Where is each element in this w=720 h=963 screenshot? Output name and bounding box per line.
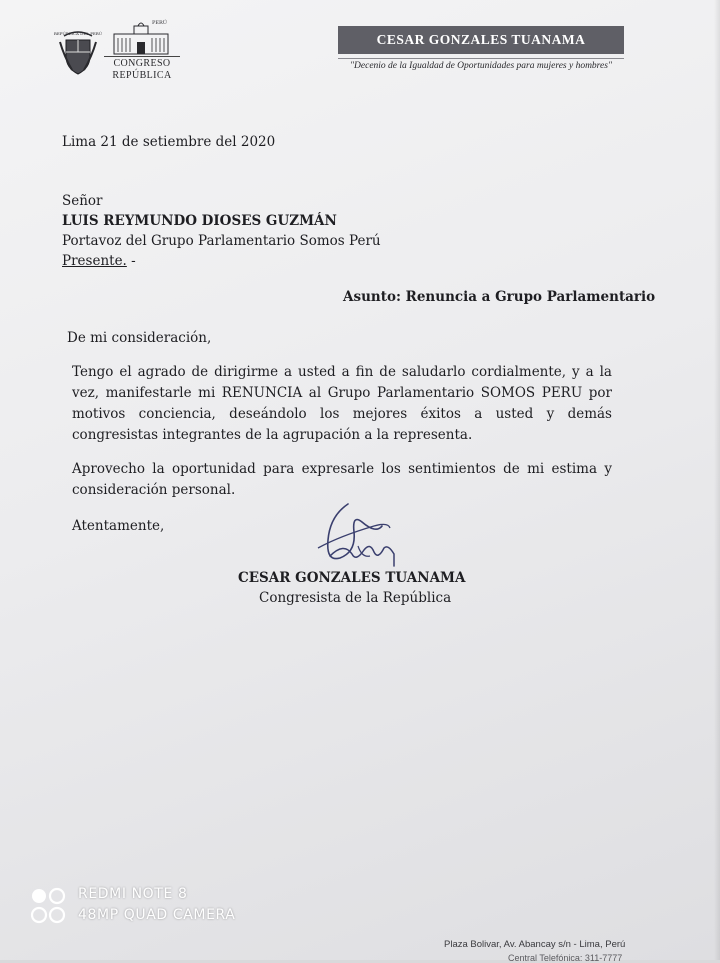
logo-line-2: REPÚBLICA bbox=[112, 70, 172, 81]
decenio-motto: "Decenio de la Igualdad de Oportunidades para mujeres y hombres" bbox=[338, 58, 624, 71]
body-paragraph-2: Aprovecho la oportunidad para expresarle los sentimientos de mi estima y consideración personal. bbox=[72, 461, 612, 498]
salutation: Señor bbox=[62, 193, 103, 209]
congress-building-icon bbox=[108, 18, 174, 56]
congress-logo-text bbox=[104, 56, 180, 82]
footer-address: Plaza Bolivar, Av. Abancay s/n - Lima, Perú bbox=[444, 939, 626, 950]
logo-line-1: CONGRESO bbox=[104, 56, 180, 70]
presente-suffix: - bbox=[126, 253, 136, 269]
building-caption: PERÚ bbox=[152, 20, 167, 26]
signer-name: CESAR GONZALES TUANAMA bbox=[238, 570, 466, 586]
presente-text: Presente. bbox=[62, 253, 127, 269]
coat-of-arms-icon bbox=[53, 26, 103, 78]
greeting: De mi consideración, bbox=[67, 330, 212, 346]
recipient-name: LUIS REYMUNDO DIOSES GUZMÁN bbox=[62, 213, 337, 229]
body-paragraph-1: Tengo el agrado de dirigirme a usted a fin de saludarlo cordialmente, y a la vez, manifestarle mi RENUNCIA al Grupo Parlamentario SOMOS PERU por motivos conciencia, deseándolo los mejores éxitos a usted y demás congresistas integrantes de la agrupación a la representa. bbox=[72, 364, 612, 443]
handwritten-signature bbox=[300, 496, 410, 578]
recipient-role: Portavoz del Grupo Parlamentario Somos Perú bbox=[62, 233, 381, 249]
coat-of-arms-caption: REPÚBLICA DEL PERÚ bbox=[53, 31, 103, 36]
watermark-device: REDMI NOTE 8 bbox=[78, 886, 188, 902]
watermark-camera: 48MP QUAD CAMERA bbox=[78, 907, 236, 923]
sender-banner: CESAR GONZALES TUANAMA bbox=[338, 26, 624, 54]
presente-line bbox=[62, 253, 136, 269]
subject-line: Asunto: Renuncia a Grupo Parlamentario bbox=[343, 289, 656, 305]
footer-phone: Central Telefónica: 311-7777 bbox=[508, 953, 623, 963]
camera-watermark-icon bbox=[30, 886, 68, 926]
closing: Atentamente, bbox=[72, 518, 165, 534]
signer-title: Congresista de la República bbox=[259, 590, 452, 606]
letter-date: Lima 21 de setiembre del 2020 bbox=[62, 134, 276, 150]
